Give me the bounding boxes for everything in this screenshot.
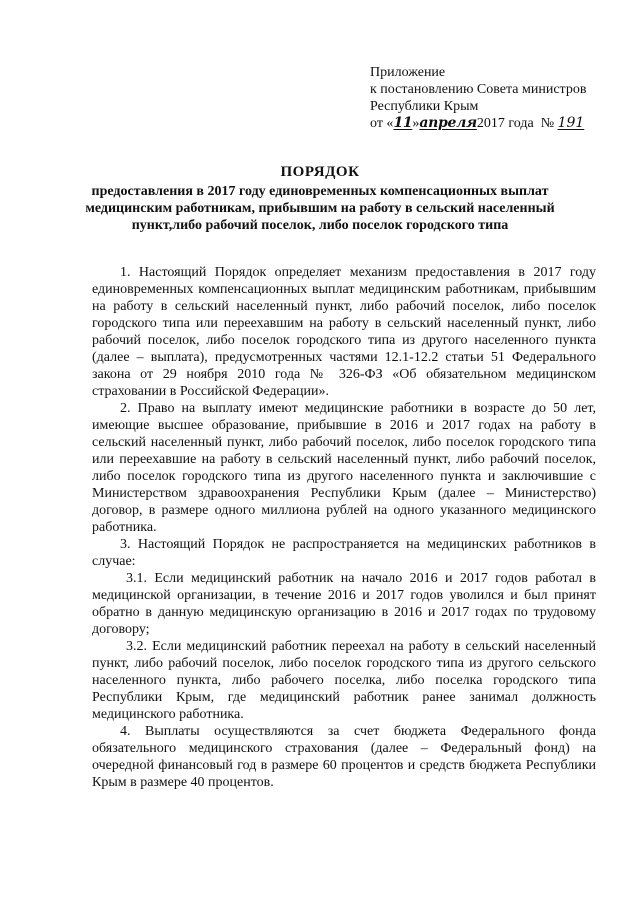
appendix-header [370,64,620,132]
appendix-date-line [370,115,620,132]
document-title-block [70,162,570,234]
number-label: № [540,116,555,131]
appendix-resolution: к постановлению Совета министров [370,82,587,97]
handwritten-number: 191 [557,115,585,131]
paragraph-4: 4. Выплаты осуществляются за счет бюджета Федерального фонда обязательного медицинского страхования (далее – Федеральный фонд) на очередной финансовый год в размере 60 процентов и средств бюджета Республики Крым в размере 40 процентов. [92,724,596,790]
appendix-label: Приложение [370,65,446,80]
paragraph-1: 1. Настоящий Порядок определяет механизм предоставления в 2017 году единовременных компенсационных выплат медицинским работникам, прибывшим на работу в сельский населенный пункт, либо рабочий поселок, либо поселок городского типа или переехавшим на работу в сельский населенный пункт, либо рабочий поселок, либо поселок городского типа из другого населенного пункта (далее – выплата), предусмотренных частями 12.1-12.2 статьи 51 Федерального закона от 29 ноября 2010 года № 326-ФЗ «Об обязательном медицинском страховании в Российской Федерации». [92,265,596,399]
paragraph-3-2: 3.2. Если медицинский работник переехал на работу в сельский населенный пункт, либо рабочий поселок, либо поселок городского типа из другого сельского населенного пункта, либо рабочего поселка, либо поселка городского типа Республики Крым, где медицинский работник ранее занимал должность медицинского работника. [92,639,596,722]
paragraph-2: 2. Право на выплату имеют медицинские работники в возрасте до 50 лет, имеющие высшее образование, прибывшие в 2016 и 2017 годах на работу в сельский населенный пункт, либо рабочий поселок, либо поселок городского типа или переехавшие на работу в сельский населенный пункт, либо рабочий поселок, либо поселок городского типа из другого населенного пункта и заключившие с Министерством здравоохранения Республики Крым (далее – Министерство) договор, в размере одного миллиона рублей на одного указанного медицинского работника. [92,401,596,535]
date-year: 2017 года [476,116,534,131]
paragraph-3-1: 3.1. Если медицинский работник на начало 2016 и 2017 годов работал в медицинской организации, в течение 2016 и 2017 годов уволился и был принят обратно в данную медицинскую организацию в 2016 и 2017 годах по трудовому договору; [92,571,596,637]
document-title: ПОРЯДОК [280,164,360,180]
document-subtitle: предоставления в 2017 году единовременных компенсационных выплат медицинским работникам, прибывшим на работу в сельский населенный пункт,либо рабочий поселок, либо поселок городского типа [85,184,555,233]
date-close: » [412,116,420,131]
handwritten-month: апреля [419,115,477,131]
handwritten-day: 11 [393,115,413,131]
appendix-republic: Республики Крым [370,99,479,114]
paragraph-3: 3. Настоящий Порядок не распространяется на медицинских работников в случае: [92,537,596,569]
date-prefix: от « [370,116,394,131]
document-body [92,264,596,791]
